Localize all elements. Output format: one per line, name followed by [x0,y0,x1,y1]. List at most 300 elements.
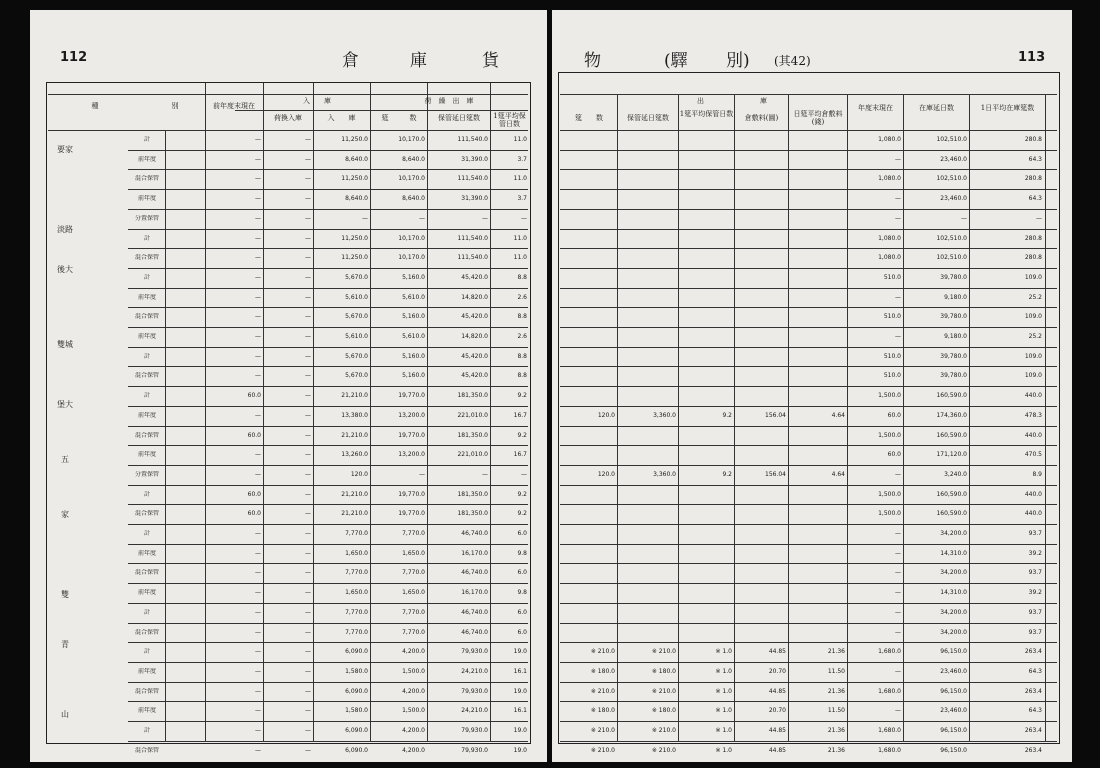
right-cell: 510.0 [883,352,901,360]
right-cell [735,609,786,618]
left-page [30,10,547,762]
left-cell: 13,200.0 [398,411,425,419]
right-cell: 44.85 [768,746,786,754]
left-cell: 46,740.0 [461,628,488,636]
right-cell: 39,780.0 [940,372,967,380]
right-cell [618,589,676,598]
left-cell: 1,650.0 [402,549,425,557]
right-cell: 470.5 [1024,451,1042,459]
right-cell: 1,500.0 [878,431,901,439]
right-cell: 39.2 [1028,589,1042,597]
right-cell [562,451,615,460]
row-rule [560,426,1057,427]
row-rule [128,662,528,663]
left-cell: 8.8 [517,352,527,360]
row-rule [128,721,528,722]
right-cell [562,569,615,578]
left-cell: — [255,155,261,163]
right-cell: — [895,470,901,478]
right-cell: ※ 210.0 [590,648,615,656]
row-rule [560,189,1057,190]
right-cell: 280.8 [1024,175,1042,183]
left-cell: 5,670.0 [345,352,368,360]
left-cell: — [521,470,527,478]
left-cell: 79,930.0 [461,746,488,754]
row-rule [128,169,528,170]
left-cell: 19,770.0 [398,392,425,400]
right-cell [562,432,615,441]
right-cell [562,274,615,283]
title-char-5: (驛 [664,51,688,71]
left-cell: — [255,352,261,360]
right-cell [562,392,615,401]
right-cell: 1,680.0 [878,648,901,656]
right-cell: 34,200.0 [940,608,967,616]
left-cell: — [255,648,261,656]
left-cell: 31,390.0 [461,155,488,163]
left-cell: 21,210.0 [341,510,368,518]
left-cell: 13,200.0 [398,451,425,459]
right-cell [679,550,732,559]
row-label: 計 [143,608,150,616]
right-cell: 8.9 [1032,470,1042,478]
right-cell [735,491,786,500]
right-cell [735,215,786,224]
right-cell: 93.7 [1028,530,1042,537]
left-cell: — [255,254,261,262]
right-cell: — [895,549,901,557]
right-cell [618,156,676,165]
left-cell: 11,250.0 [341,234,368,242]
right-cell [735,195,786,204]
row-label: 前年度 [137,549,156,557]
station-label: 五 [61,455,69,464]
left-cell: 8,640.0 [402,155,425,163]
row-rule [128,406,528,407]
right-cell: 39,780.0 [940,313,967,321]
row-rule [560,662,1057,663]
right-cell: 510.0 [883,313,901,321]
left-cell: — [305,470,311,478]
row-rule [560,583,1057,584]
right-cell: 109.0 [1024,372,1042,380]
right-cell [789,372,845,381]
header-in-transfer: 荷換入庫 [274,114,302,122]
row-rule [128,465,528,466]
right-cell [789,530,845,539]
left-cell: 7,770.0 [402,530,425,537]
left-cell: 60.0 [247,510,261,518]
right-cell [679,215,732,224]
right-cell: 96,150.0 [940,648,967,656]
left-cell: — [305,431,311,439]
right-cell: — [1036,214,1042,222]
row-label: 混合保管 [134,569,159,577]
left-cell: — [305,589,311,597]
right-cell: 25.2 [1028,333,1042,340]
right-cell: 440.0 [1024,490,1042,498]
right-cell [618,215,676,224]
left-cell: 16.1 [513,707,527,715]
right-cell [789,569,845,578]
row-rule [560,465,1057,466]
row-rule [560,229,1057,230]
right-cell: 120.0 [597,470,615,478]
station-label: 淡路 [57,225,73,234]
left-cell: 14,820.0 [461,333,488,340]
left-cell: 111,540.0 [457,175,488,183]
row-rule [235,110,528,111]
left-cell: — [255,687,261,695]
right-cell: ※ 210.0 [651,648,676,656]
left-cell: 5,610.0 [402,333,425,340]
left-cell: — [305,234,311,242]
right-cell [735,175,786,184]
right-cell [735,294,786,303]
right-cell: — [895,214,901,222]
row-rule [560,504,1057,505]
right-cell: 44.85 [768,648,786,656]
row-label: 計 [143,648,150,656]
row-label: 前年度 [137,333,156,340]
right-cell: 1,680.0 [878,727,901,734]
right-cell [735,235,786,244]
row-rule [128,189,528,190]
right-cell [679,313,732,322]
right-cell: 96,150.0 [940,746,967,754]
right-cell [679,254,732,263]
right-cell: 160,590.0 [936,392,967,400]
row-rule [560,563,1057,564]
right-cell [789,215,845,224]
left-cell: — [255,569,261,577]
left-cell: 19.0 [513,746,527,754]
right-cell [618,451,676,460]
right-cell [562,530,615,539]
left-cell: — [255,136,261,143]
page-number-left: 112 [60,50,88,65]
left-cell: 11,250.0 [341,136,368,143]
header-avg: 1筵平均保管日数 [493,112,526,128]
left-cell: 5,160.0 [402,313,425,321]
row-rule [128,307,528,308]
subtitle: (其42) [774,54,811,68]
right-cell: — [895,530,901,537]
row-label: 計 [143,392,150,400]
row-rule [560,150,1057,151]
right-cell [679,372,732,381]
right-cell: 120.0 [597,411,615,419]
right-cell: ※ 180.0 [590,707,615,715]
row-rule [128,209,528,210]
right-cell: — [895,589,901,597]
header-in-group: 入 庫 [303,97,331,105]
station-label: 雙城 [57,340,73,349]
left-cell: — [305,490,311,498]
right-cell [735,313,786,322]
right-cell [618,353,676,362]
right-cell: ※ 180.0 [590,667,615,675]
row-label: 前年度 [137,667,156,675]
right-cell [618,510,676,519]
left-cell: 11,250.0 [341,254,368,262]
left-cell: 6.0 [517,608,527,616]
row-rule [128,268,528,269]
left-cell: 21,210.0 [341,490,368,498]
right-cell: 263.4 [1024,746,1042,754]
right-cell [789,294,845,303]
row-rule [48,94,528,95]
right-cell [618,392,676,401]
right-cell [789,195,845,204]
left-cell: 46,740.0 [461,569,488,577]
row-rule [128,288,528,289]
right-cell [618,491,676,500]
left-cell: — [305,727,311,734]
right-cell [618,333,676,342]
right-cell [789,156,845,165]
right-cell [618,432,676,441]
row-label: 前年度 [137,451,156,459]
right-cell [679,175,732,184]
right-cell: 1,080.0 [878,175,901,183]
right-cell [562,313,615,322]
left-cell: 4,200.0 [402,648,425,656]
right-cell: 160,590.0 [936,490,967,498]
row-rule [128,642,528,643]
right-cell: 1,500.0 [878,510,901,518]
row-rule [128,366,528,367]
left-cell: 19.0 [513,727,527,734]
left-cell: 16.7 [513,451,527,459]
right-cell: 21.36 [827,687,845,695]
right-cell: 44.85 [768,727,786,734]
left-cell: 1,580.0 [345,707,368,715]
left-cell: 21,210.0 [341,392,368,400]
right-cell: — [961,214,967,222]
right-cell [735,510,786,519]
left-cell: 16,170.0 [461,589,488,597]
title-char-3: 貨 [482,51,499,71]
left-cell: 79,930.0 [461,648,488,656]
row-rule [48,130,528,131]
right-page [552,10,1072,762]
row-rule [560,741,1057,742]
left-cell: — [255,608,261,616]
row-rule [560,544,1057,545]
left-cell: 5,670.0 [345,372,368,380]
right-cell: 160,590.0 [936,431,967,439]
right-cell [735,589,786,598]
left-cell: — [255,234,261,242]
right-cell [735,451,786,460]
right-cell [679,491,732,500]
left-cell: 46,740.0 [461,530,488,537]
station-label: 家 [61,510,69,519]
right-cell: 1,500.0 [878,392,901,400]
right-cell: 4.64 [831,470,845,478]
right-cell [679,569,732,578]
row-rule [560,169,1057,170]
left-cell: 181,350.0 [457,431,488,439]
right-cell [562,491,615,500]
right-cell: 263.4 [1024,727,1042,734]
left-cell: 4,200.0 [402,746,425,754]
left-cell: 1,650.0 [402,589,425,597]
row-label: 計 [143,530,150,537]
right-cell: ※ 1.0 [715,687,732,695]
right-cell: ※ 180.0 [651,667,676,675]
left-cell: 1,650.0 [345,589,368,597]
right-cell [679,274,732,283]
left-cell: — [305,707,311,715]
row-rule [560,130,1057,131]
right-cell [735,136,786,145]
row-rule [128,248,528,249]
left-cell: — [305,411,311,419]
left-cell: — [305,254,311,262]
right-cell [789,274,845,283]
right-cell: 34,200.0 [940,628,967,636]
left-cell: 19,770.0 [398,431,425,439]
right-cell: 440.0 [1024,392,1042,400]
right-cell [679,629,732,638]
right-cell: 21.36 [827,648,845,656]
left-cell: — [255,549,261,557]
right-cell: 14,310.0 [940,589,967,597]
right-cell: 3,360.0 [653,470,676,478]
left-cell: 8.8 [517,313,527,321]
header-count-right: 筵 数 [575,114,603,122]
left-cell: 10,170.0 [398,254,425,262]
left-cell: 24,210.0 [461,707,488,715]
left-cell: 10,170.0 [398,175,425,183]
header-sub: 別 [171,102,179,110]
left-cell: — [305,293,311,301]
right-cell: 1,080.0 [878,234,901,242]
right-cell [679,353,732,362]
header-in-stock: 入 庫 [327,114,356,122]
right-cell: 102,510.0 [936,136,967,143]
left-cell: — [255,411,261,419]
left-cell: 181,350.0 [457,392,488,400]
right-cell [562,195,615,204]
left-cell: 19,770.0 [398,490,425,498]
right-cell [789,136,845,145]
left-cell: 6.0 [517,530,527,537]
left-cell: — [255,313,261,321]
title-char-4: 物 [584,51,601,71]
left-cell: 1,650.0 [345,549,368,557]
right-cell [735,372,786,381]
right-cell [679,235,732,244]
left-cell: 45,420.0 [461,313,488,321]
row-label: 前年度 [137,589,156,597]
left-cell: 45,420.0 [461,372,488,380]
right-cell [618,294,676,303]
right-cell: 9.2 [722,470,732,478]
left-cell: — [255,470,261,478]
right-cell: 1,080.0 [878,254,901,262]
left-cell: 8.8 [517,273,527,281]
left-cell: 1,500.0 [402,667,425,675]
right-cell: 11.50 [827,707,845,715]
row-rule [560,209,1057,210]
left-cell: 10,170.0 [398,234,425,242]
right-cell: 3,240.0 [944,470,967,478]
left-cell: 46,740.0 [461,608,488,616]
right-cell: — [895,293,901,301]
right-cell: ※ 1.0 [715,707,732,715]
left-cell: 5,160.0 [402,372,425,380]
right-cell: 171,120.0 [936,451,967,459]
right-cell [618,274,676,283]
right-cell: 156.04 [765,470,786,478]
right-cell: — [895,569,901,577]
header-stock-days: 在庫延日数 [919,104,954,112]
right-cell: 263.4 [1024,648,1042,656]
left-cell: 16.1 [513,667,527,675]
left-cell: — [305,628,311,636]
right-cell: — [895,333,901,340]
station-label: 雙 [61,590,69,599]
right-cell [679,432,732,441]
left-cell: 60.0 [247,490,261,498]
right-cell: 440.0 [1024,510,1042,518]
left-cell: 6,090.0 [345,687,368,695]
right-cell: 478.3 [1024,411,1042,419]
right-cell: 60.0 [887,451,901,459]
right-cell [735,333,786,342]
row-label: 混合保管 [134,746,159,754]
left-cell: — [305,451,311,459]
row-label: 前年度 [137,707,156,715]
header-daily-avg: 1日平均在庫筵数 [980,104,1035,112]
row-rule [128,563,528,564]
right-cell: ※ 1.0 [715,746,732,754]
left-cell: 9.2 [517,392,527,400]
left-cell: — [305,155,311,163]
right-cell [679,451,732,460]
left-cell: — [255,727,261,734]
left-cell: — [305,352,311,360]
right-cell: — [895,608,901,616]
row-rule [128,426,528,427]
left-cell: 16,170.0 [461,549,488,557]
right-cell: 39,780.0 [940,273,967,281]
title-char-2: 庫 [410,51,427,71]
right-cell [679,589,732,598]
row-label: 混合保管 [134,372,159,380]
left-cell: 7,770.0 [345,608,368,616]
right-cell [679,609,732,618]
left-cell: — [305,687,311,695]
right-cell: 1,500.0 [878,490,901,498]
row-rule [560,642,1057,643]
left-cell: — [419,470,425,478]
left-cell: 5,670.0 [345,313,368,321]
right-cell: 263.4 [1024,687,1042,695]
row-rule [560,288,1057,289]
left-cell: 111,540.0 [457,254,488,262]
right-cell [618,313,676,322]
row-rule [560,327,1057,328]
row-rule [128,583,528,584]
left-cell: 9.8 [517,589,527,597]
left-cell: — [305,136,311,143]
left-cell: — [305,667,311,675]
right-cell [562,609,615,618]
